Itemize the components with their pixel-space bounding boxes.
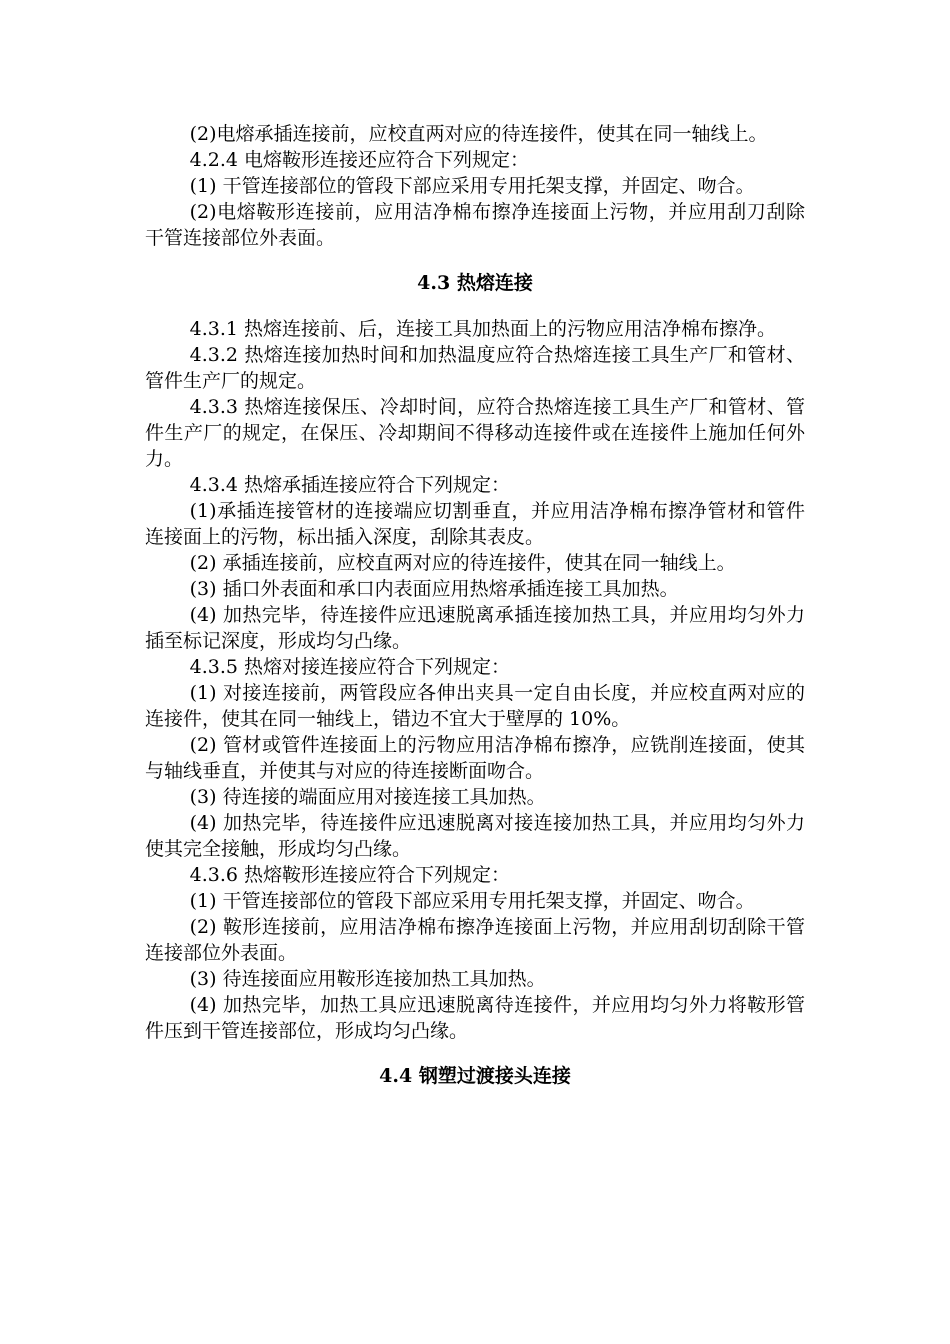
clause-4-3-1: 4.3.1 热熔连接前、后，连接工具加热面上的污物应用洁净棉布擦净。 <box>189 318 777 340</box>
clause-4-3-3: 4.3.3 热熔连接保压、冷却时间，应符合热熔连接工具生产厂和管材、管件生产厂的规定，在保压、冷却期间不得移动连接件或在连接件上施加任何外力。 <box>145 396 805 470</box>
item-4-3-5-4: (4) 加热完毕，待连接件应迅速脱离对接连接加热工具，并应用均匀外力使其完全接触，形成均匀凸缘。 <box>145 812 805 860</box>
item-4-3-6-1: (1) 干管连接部位的管段下部应采用专用托架支撑，并固定、吻合。 <box>189 890 755 912</box>
item-4-3-4-2: (2) 承插连接前，应校直两对应的待连接件，使其在同一轴线上。 <box>189 552 736 574</box>
clause-4-3-4: 4.3.4 热熔承插连接应符合下列规定： <box>189 474 511 496</box>
item-4-3-6-3: (3) 待连接面应用鞍形连接加热工具加热。 <box>189 968 546 990</box>
item-4-3-5-3: (3) 待连接的端面应用对接连接工具加热。 <box>189 786 546 808</box>
clause-4-3-2: 4.3.2 热熔连接加热时间和加热温度应符合热熔连接工具生产厂和管材、管件生产厂的规定。 <box>145 344 805 392</box>
clause-4-2-4: 4.2.4 电熔鞍形连接还应符合下列规定： <box>189 149 530 171</box>
paragraph-electrofusion-socket-align: (2)电熔承插连接前，应校直两对应的待连接件，使其在同一轴线上。 <box>189 123 768 145</box>
item-4-3-6-4: (4) 加热完毕，加热工具应迅速脱离待连接件，并应用均匀外力将鞍形管件压到干管连接部位，形成均匀凸缘。 <box>145 994 805 1042</box>
item-4-3-6-2: (2) 鞍形连接前，应用洁净棉布擦净连接面上污物，并应用刮切刮除干管连接部位外表面。 <box>145 916 805 964</box>
item-4-3-4-3: (3) 插口外表面和承口内表面应用热熔承插连接工具加热。 <box>189 578 679 600</box>
section-heading-4-3: 4.3 热熔连接 <box>417 272 533 294</box>
clause-4-3-5: 4.3.5 热熔对接连接应符合下列规定： <box>189 656 511 678</box>
paragraph-saddle-cleaning: (2)电熔鞍形连接前，应用洁净棉布擦净连接面上污物，并应用刮刀刮除干管连接部位外表面。 <box>145 201 805 249</box>
item-4-3-4-1: (1)承插连接管材的连接端应切割垂直，并应用洁净棉布擦净管材和管件连接面上的污物，标出插入深度，刮除其表皮。 <box>145 500 805 548</box>
item-4-3-4-4: (4) 加热完毕，待连接件应迅速脱离承插连接加热工具，并应用均匀外力插至标记深度，形成均匀凸缘。 <box>145 604 805 652</box>
item-4-3-5-2: (2) 管材或管件连接面上的污物应用洁净棉布擦净，应铣削连接面，使其与轴线垂直，并使其与对应的待连接断面吻合。 <box>145 734 805 782</box>
paragraph-main-pipe-support: (1) 干管连接部位的管段下部应采用专用托架支撑，并固定、吻合。 <box>189 175 755 197</box>
clause-4-3-6: 4.3.6 热熔鞍形连接应符合下列规定： <box>189 864 511 886</box>
item-4-3-5-1: (1) 对接连接前，两管段应各伸出夹具一定自由长度，并应校直两对应的连接件，使其在同一轴线上，错边不宜大于壁厚的 10%。 <box>145 682 805 730</box>
document-body <box>145 121 805 1089</box>
section-heading-4-4: 4.4 钢塑过渡接头连接 <box>379 1065 571 1087</box>
